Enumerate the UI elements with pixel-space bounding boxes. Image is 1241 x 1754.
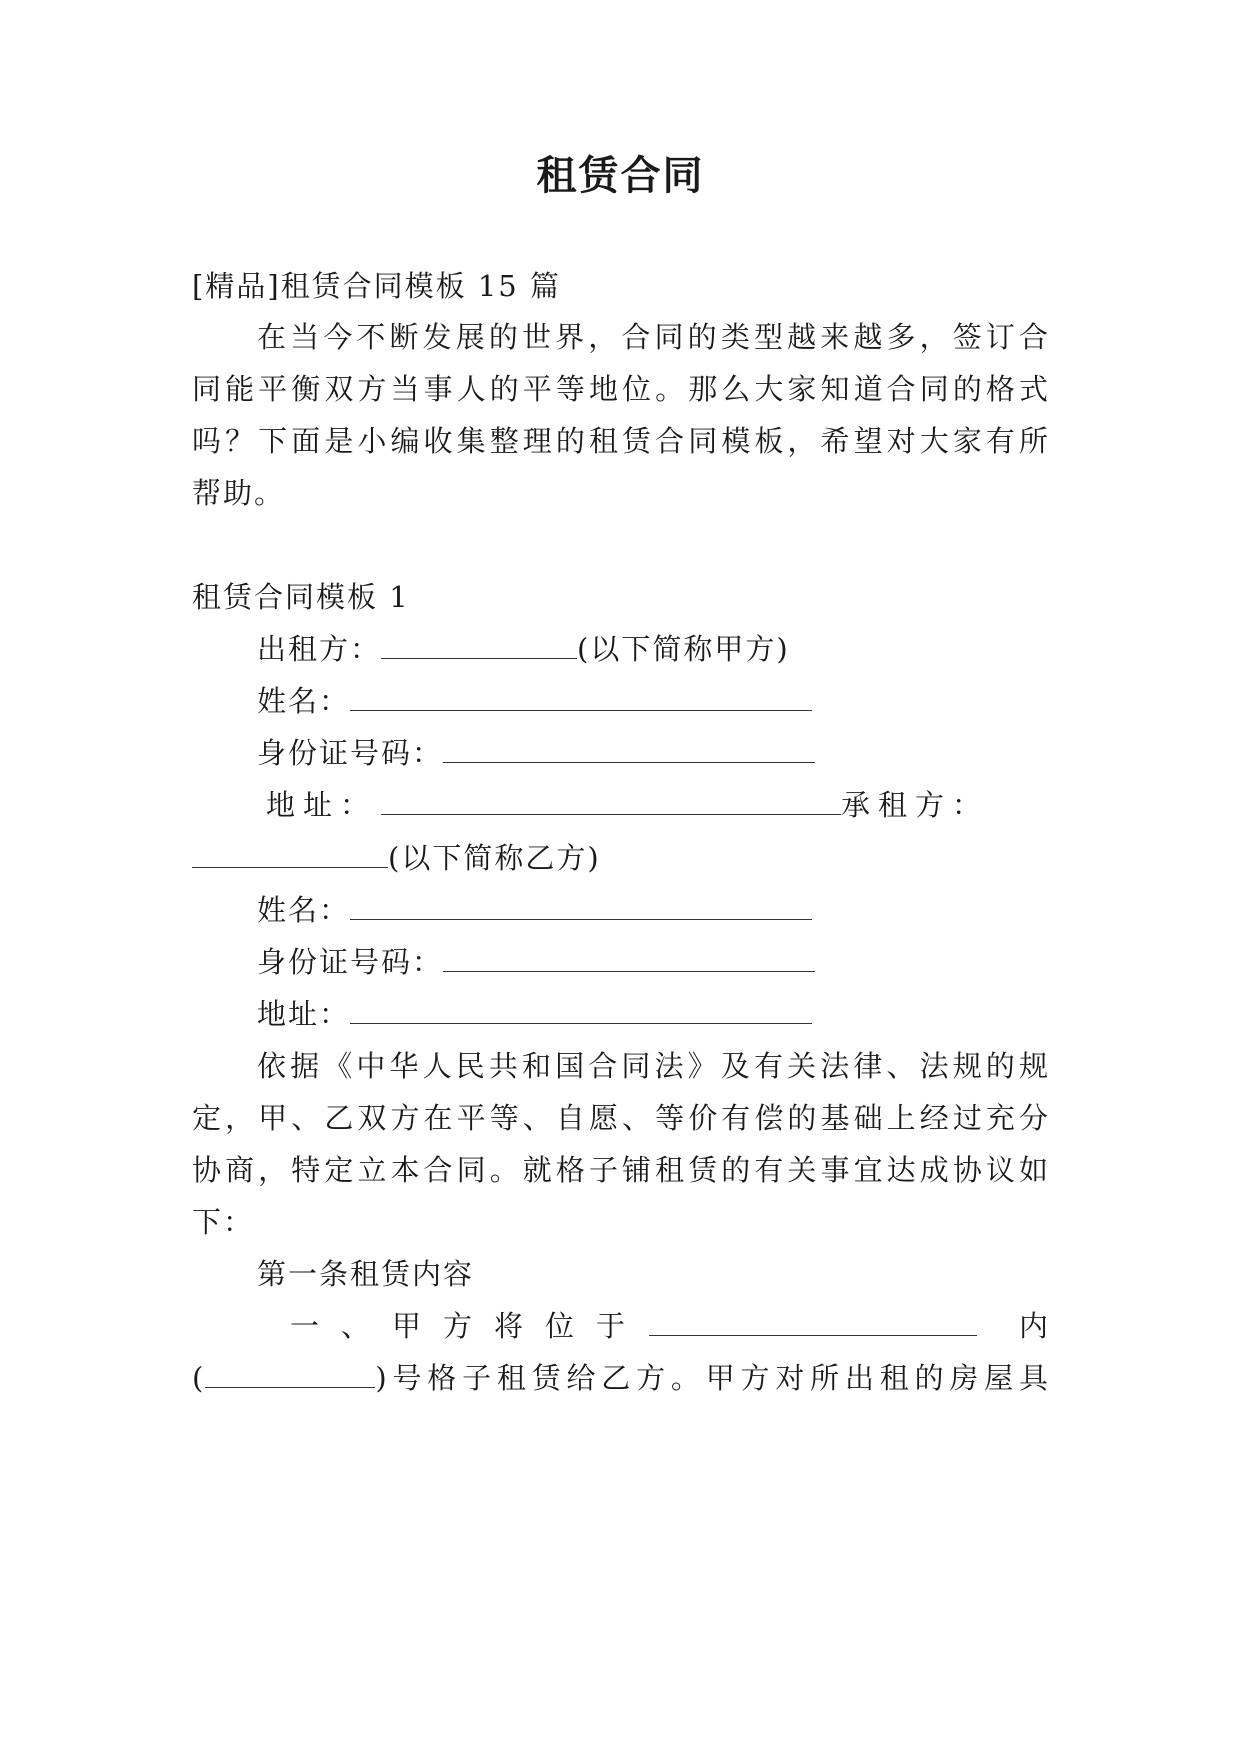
lessor-suffix: (以下简称甲方)	[577, 632, 790, 666]
lessee-id-label: 身份证号码：	[257, 945, 444, 979]
lessee-name-blank[interactable]	[350, 893, 812, 920]
intro-line-4: 帮助。	[192, 476, 286, 510]
lessor-blank[interactable]	[381, 632, 577, 659]
basis-line-2: 定，甲、乙双方在平等、自愿、等价有偿的基础上经过充分	[192, 1101, 1050, 1135]
article1-number-blank[interactable]	[205, 1361, 375, 1388]
lessee-name-row	[257, 890, 1050, 930]
paren-close: )	[375, 1361, 389, 1395]
paren-open: (	[192, 1361, 206, 1395]
subtitle: [精品]租赁合同模板 15 篇	[192, 269, 561, 303]
article1-clause-rest: 号格子租赁给乙方。甲方对所出租的房屋具	[388, 1361, 1050, 1395]
article1-location-blank[interactable]	[649, 1309, 977, 1336]
lessee-name-label: 姓名：	[257, 893, 351, 927]
article1-clause-row	[290, 1306, 1050, 1346]
document-title: 租赁合同	[536, 153, 705, 199]
basis-line-1: 依据《中华人民共和国合同法》及有关法律、法规的规	[257, 1049, 1050, 1083]
template-heading: 租赁合同模板 1	[192, 580, 410, 614]
basis-line-3: 协商，特定立本合同。就格子铺租赁的有关事宜达成协议如	[192, 1153, 1050, 1187]
lessee-blank[interactable]	[192, 841, 388, 868]
lessee-address-row	[257, 994, 1050, 1034]
lessor-label: 出租方：	[257, 632, 382, 666]
lessor-id-row	[257, 733, 1050, 773]
lessor-address-blank[interactable]	[381, 788, 841, 815]
lessee-address-label: 地址：	[257, 997, 351, 1031]
basis-line-4: 下：	[192, 1205, 255, 1239]
lessee-address-blank[interactable]	[350, 997, 812, 1024]
intro-line-2: 同能平衡双方当事人的平等地位。那么大家知道合同的格式	[192, 372, 1050, 406]
article1-clause-row-2	[192, 1358, 1050, 1398]
lessor-id-blank[interactable]	[443, 736, 815, 763]
article1-clause-start: 一、甲方将位于	[290, 1309, 648, 1343]
lessor-name-blank[interactable]	[350, 684, 812, 711]
article1-clause-mid: 内	[1018, 1309, 1050, 1343]
lessor-name-label: 姓名：	[257, 684, 351, 718]
lessor-row	[257, 629, 1050, 669]
lessor-name-row	[257, 681, 1050, 721]
lessee-suffix: (以下简称乙方)	[388, 841, 601, 875]
article1-heading: 第一条租赁内容	[257, 1257, 475, 1291]
intro-line-1: 在当今不断发展的世界，合同的类型越来越多，签订合	[257, 320, 1050, 354]
lessee-row	[192, 838, 1050, 878]
lessee-id-row	[257, 942, 1050, 982]
lessee-inline-label: 承租方：	[841, 788, 990, 822]
lessee-id-blank[interactable]	[443, 945, 815, 972]
intro-line-3: 吗？下面是小编收集整理的租赁合同模板，希望对大家有所	[192, 424, 1050, 458]
lessor-address-label: 地址：	[266, 788, 378, 822]
lessor-address-row	[266, 785, 1050, 825]
lessor-id-label: 身份证号码：	[257, 736, 444, 770]
